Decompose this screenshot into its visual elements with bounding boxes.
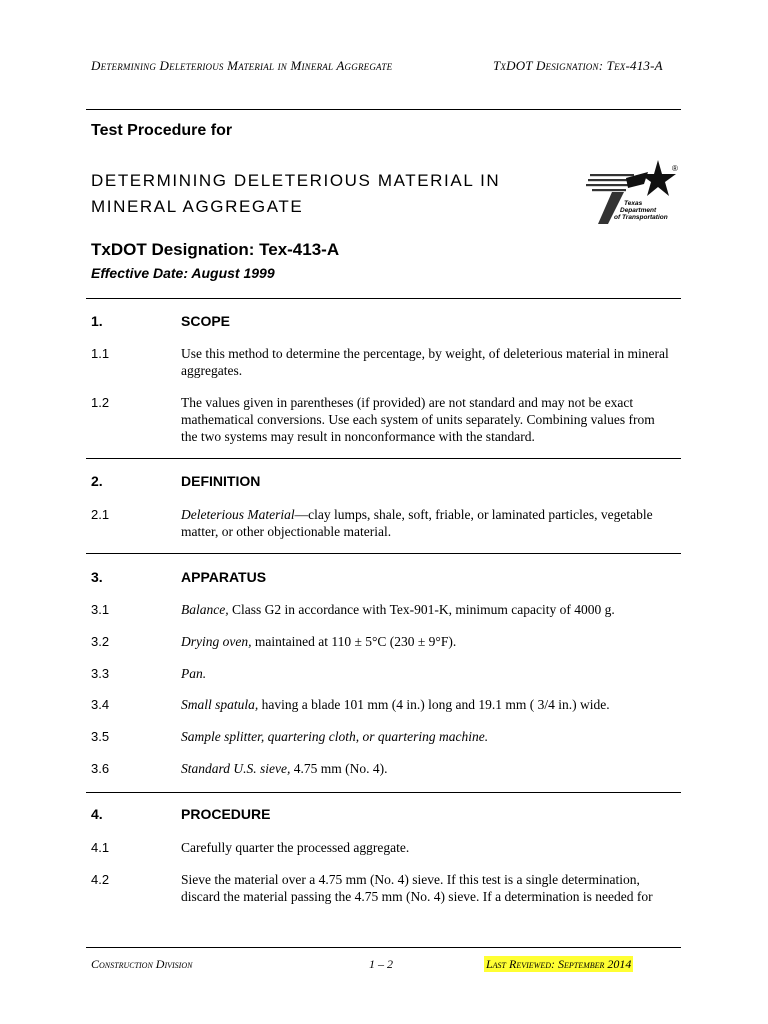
item-body: maintained at 110 ± 5°C (230 ± 9°F). [251, 634, 457, 649]
item-number: 3.5 [91, 729, 110, 744]
item-term: Standard U.S. sieve, [181, 761, 291, 776]
item-text [181, 760, 671, 777]
section-title-procedure: PROCEDURE [181, 806, 271, 822]
section-rule [86, 458, 681, 459]
item-text: Sieve the material over a 4.75 mm (No. 4) sieve. If this test is a single determination, discard the material passing the 4.75 mm (No. 4) sieve. If a determination is needed for [181, 872, 653, 904]
item-text [181, 728, 671, 745]
item-text: The values given in parentheses (if provided) are not standard and may not be exact mathematical conversions. Use each system of units separately. Combining values from the two systems may result in nonconformance with the standard. [181, 395, 655, 444]
item-text: Carefully quarter the processed aggregate. [181, 840, 410, 855]
section-number: 1. [91, 313, 103, 329]
document-title-line1: DETERMINING DELETERIOUS MATERIAL IN [91, 171, 501, 190]
item-text [181, 506, 671, 540]
running-header-title: Determining Deleterious Material in Mineral Aggregate [91, 58, 393, 73]
section-rule [86, 553, 681, 554]
item-number: 4.1 [91, 840, 110, 855]
item-number: 3.2 [91, 634, 110, 649]
section-number: 4. [91, 806, 103, 822]
item-term: Balance, [181, 602, 229, 617]
running-header-designation: TxDOT Designation: Tex-413-A [493, 58, 663, 73]
item-text [181, 633, 671, 650]
section-number: 2. [91, 473, 103, 489]
item-body: having a blade 101 mm (4 in.) long and 19.1 mm ( 3/4 in.) wide. [258, 697, 610, 712]
item-number: 3.4 [91, 697, 110, 712]
item-term: Deleterious Material [181, 507, 295, 522]
registered-mark: ® [672, 164, 678, 173]
item-number: 2.1 [91, 507, 110, 522]
last-reviewed [484, 957, 633, 972]
document-title-line2: MINERAL AGGREGATE [91, 197, 304, 216]
item-term: Sample splitter, quartering cloth, or quartering machine. [181, 729, 489, 744]
item-term: Pan. [181, 666, 207, 681]
section-title-scope: SCOPE [181, 313, 231, 329]
logo-text-line1: Texas [624, 200, 643, 207]
item-number: 4.2 [91, 872, 110, 887]
page-number: 1 – 2 [369, 957, 393, 971]
footer-division: Construction Division [91, 957, 193, 971]
item-number: 3.6 [91, 761, 110, 776]
logo-text-line3: of Transportation [614, 214, 668, 221]
effective-date: Effective Date: August 1999 [91, 265, 275, 281]
item-number: 1.2 [91, 395, 110, 410]
item-term: Drying oven, [181, 634, 252, 649]
item-term: Small spatula, [181, 697, 259, 712]
item-text: Use this method to determine the percentage, by weight, of deleterious material in mineral aggregates. [181, 346, 669, 378]
item-number: 3.3 [91, 666, 110, 681]
item-number: 1.1 [91, 346, 110, 361]
item-number: 3.1 [91, 602, 110, 617]
item-body: Class G2 in accordance with Tex-901-K, minimum capacity of 4000 g. [228, 602, 615, 617]
section-rule [86, 792, 681, 793]
title-lead: Test Procedure for [91, 122, 233, 139]
section-number: 3. [91, 569, 103, 585]
last-reviewed-highlight: Last Reviewed: September 2014 [486, 957, 632, 971]
footer-rule [86, 947, 681, 948]
item-text [181, 665, 671, 682]
item-body: 4.75 mm (No. 4). [290, 761, 388, 776]
item-body: —clay lumps, shale, soft, friable, or laminated particles, vegetable matter, or other objectionable material. [181, 507, 653, 539]
txdot-logo [586, 158, 682, 230]
logo-text [614, 200, 668, 221]
item-text [181, 696, 671, 713]
item-text [181, 601, 671, 618]
document-title [91, 168, 500, 220]
designation: TxDOT Designation: Tex-413-A [91, 240, 340, 259]
section-title-definition: DEFINITION [181, 473, 261, 489]
logo-text-line2: Department [620, 207, 657, 214]
section-rule [86, 298, 681, 299]
section-title-apparatus: APPARATUS [181, 569, 267, 585]
header-rule [86, 109, 681, 110]
